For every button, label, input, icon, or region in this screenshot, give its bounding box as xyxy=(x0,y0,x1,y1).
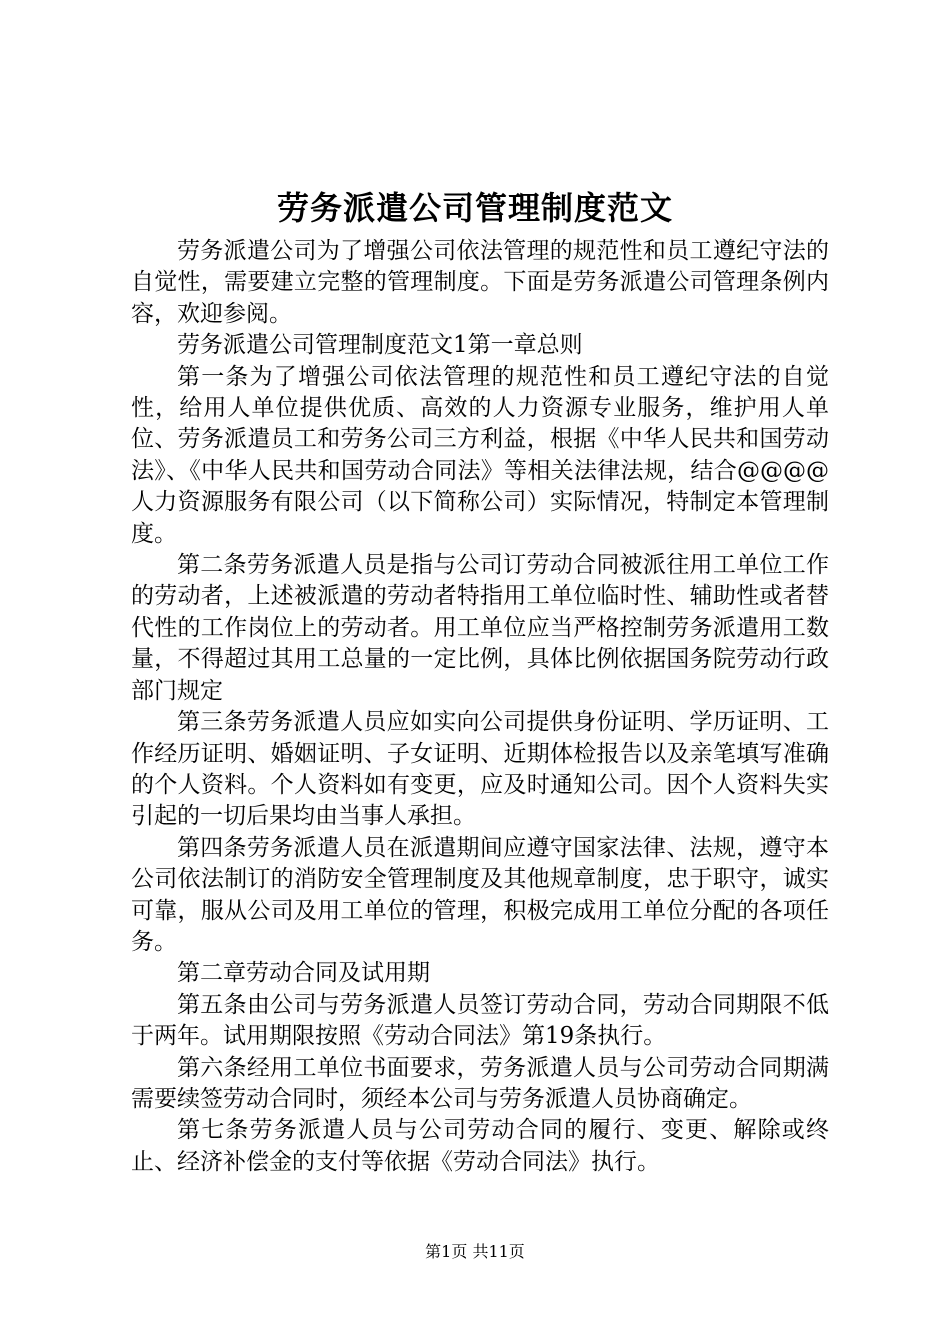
paragraph-article-2: 第二条劳务派遣人员是指与公司订劳动合同被派往用工单位工作的劳动者，上述被派遣的劳动者特指用工单位临时性、辅助性或者替代性的工作岗位上的劳动者。用工单位应当严格控制劳务派遣用工数量，不得超过其用工总量的一定比例，具体比例依据国务院劳动行政部门规定 xyxy=(131,552,829,704)
paragraph-article-1: 第一条为了增强公司依法管理的规范性和员工遵纪守法的自觉性，给用人单位提供优质、高效的人力资源专业服务，维护用人单位、劳务派遣员工和劳务公司三方利益，根据《中华人民共和国劳动法》、《中华人民共和国劳动合同法》等相关法律法规，结合@@@@人力资源服务有限公司（以下简称公司）实际情况，特制定本管理制度。 xyxy=(131,363,829,547)
paragraph-article-5: 第五条由公司与劳务派遣人员签订劳动合同，劳动合同期限不低于两年。试用期限按照《劳动合同法》第19条执行。 xyxy=(131,991,829,1050)
document-title: 劳务派遣公司管理制度范文 xyxy=(276,189,673,227)
paragraph-chapter-1-heading: 劳务派遣公司管理制度范文1第一章总则 xyxy=(177,332,583,359)
paragraph-article-7: 第七条劳务派遣人员与公司劳动合同的履行、变更、解除或终止、经济补偿金的支付等依据《劳动合同法》执行。 xyxy=(131,1117,829,1175)
document-body xyxy=(131,236,829,1178)
paragraph-article-4: 第四条劳务派遣人员在派遣期间应遵守国家法律、法规，遵守本公司依法制订的消防安全管理制度及其他规章制度，忠于职守，诚实可靠，服从公司及用工单位的管理，积极完成用工单位分配的各项任务。 xyxy=(131,834,829,955)
paragraph-article-6: 第六条经用工单位书面要求，劳务派遣人员与公司劳动合同期满需要续签劳动合同时，须经本公司与劳务派遣人员协商确定。 xyxy=(131,1054,829,1112)
paragraph-article-3: 第三条劳务派遣人员应如实向公司提供身份证明、学历证明、工作经历证明、婚姻证明、子女证明、近期体检报告以及亲笔填写准确的个人资料。个人资料如有变更，应及时通知公司。因个人资料失实引起的一切后果均由当事人承担。 xyxy=(131,709,829,830)
paragraph-chapter-2-heading: 第二章劳动合同及试用期 xyxy=(177,960,430,987)
page-number-footer: 第1页 共11页 xyxy=(425,1242,525,1261)
paragraph-intro: 劳务派遣公司为了增强公司依法管理的规范性和员工遵纪守法的自觉性，需要建立完整的管理制度。下面是劳务派遣公司管理条例内容，欢迎参阅。 xyxy=(131,238,829,327)
